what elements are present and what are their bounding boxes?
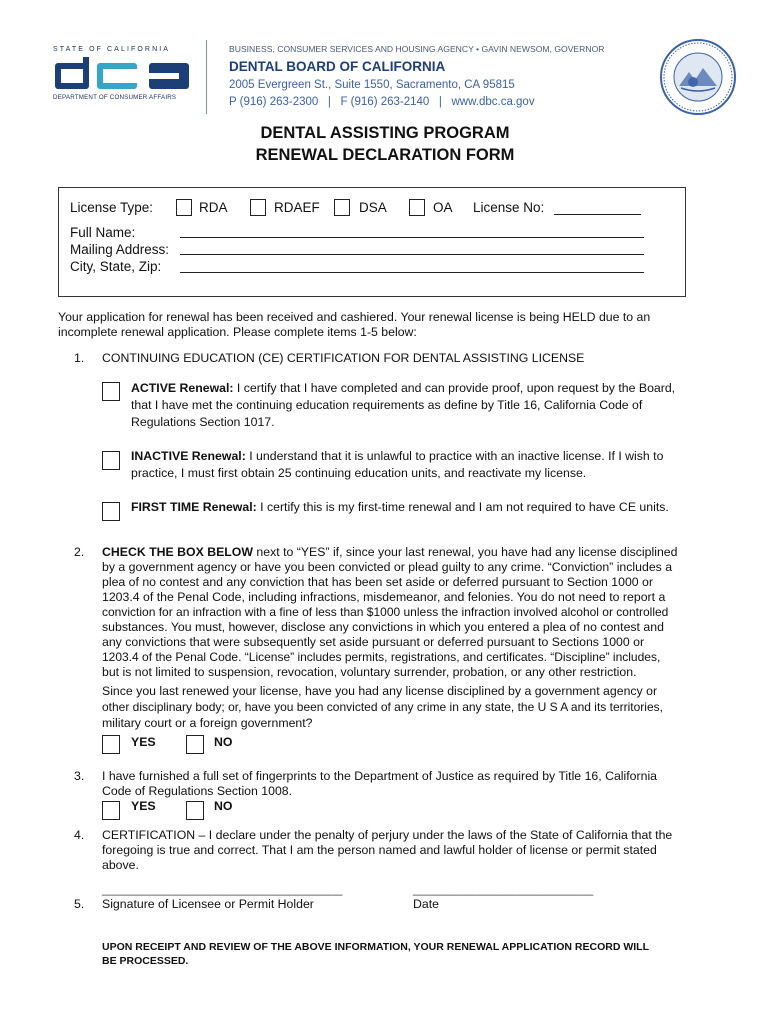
inactive-renewal-line-2: practice, I must first obtain 25 continuing education units, and reactivate my license.	[131, 466, 587, 480]
first-time-renewal-line	[131, 500, 669, 515]
footer-notice-line-2: BE PROCESSED.	[102, 955, 189, 967]
city-state-zip-label: City, State, Zip:	[70, 259, 162, 274]
item-4-number: 4.	[74, 828, 85, 842]
footer-notice-line-1: UPON RECEIPT AND REVIEW OF THE ABOVE INFORMATION, YOUR RENEWAL APPLICATION RECORD WILL	[102, 941, 649, 953]
item-5-number: 5.	[74, 897, 85, 911]
date-line[interactable]: ___________________________	[413, 882, 594, 896]
item-3-yes-label: YES	[131, 799, 156, 813]
logo-text: dca	[53, 57, 55, 58]
item-2-line-9: but is not limited to suspension, revocation, voluntary surrender, probation, or any other restriction.	[102, 665, 637, 679]
first-time-renewal-label: FIRST TIME Renewal:	[131, 500, 257, 514]
agency-line: BUSINESS, CONSUMER SERVICES AND HOUSING AGENCY • GAVIN NEWSOM, GOVERNOR	[229, 44, 605, 54]
active-renewal-label: ACTIVE Renewal:	[131, 381, 234, 395]
full-name-field[interactable]	[182, 221, 642, 237]
inactive-renewal-label: INACTIVE Renewal:	[131, 449, 246, 463]
first-time-renewal-text: I certify this is my first-time renewal and I am not required to have CE units.	[260, 500, 669, 514]
board-name: DENTAL BOARD OF CALIFORNIA	[229, 59, 446, 74]
item-2-question-2: other disciplinary body; or, have you been convicted of any crime in any state, the U S A and its territories,	[102, 700, 663, 714]
active-renewal-checkbox[interactable]	[102, 382, 120, 401]
license-type-oa-checkbox[interactable]	[409, 199, 425, 216]
item-4-line-1: CERTIFICATION – I declare under the penalty of perjury under the laws of the State of California that the	[102, 828, 673, 842]
intro-line-2: incomplete renewal application. Please complete items 1-5 below:	[58, 325, 417, 339]
item-1-heading: CONTINUING EDUCATION (CE) CERTIFICATION FOR DENTAL ASSISTING LICENSE	[102, 351, 585, 365]
date-label: Date	[413, 897, 439, 911]
item-2-line-8: 1203.4 of the Penal Code. “License” includes permits, registrations, and certificates. “Discipline” includes,	[102, 650, 661, 664]
dca-logo	[53, 57, 191, 91]
mailing-address-label: Mailing Address:	[70, 242, 170, 257]
license-no-label: License No:	[473, 200, 545, 215]
license-type-label: License Type:	[70, 200, 154, 215]
department-text: DEPARTMENT OF CONSUMER AFFAIRS	[53, 94, 177, 101]
item-2-line-6: substances. You must, however, disclose any convictions in which you entered a plea of no contest and	[102, 620, 664, 634]
item-2-number: 2.	[74, 545, 85, 559]
item-1-number: 1.	[74, 351, 85, 365]
item-3-line-1: I have furnished a full set of fingerprints to the Department of Justice as required by Title 16, California	[102, 769, 658, 783]
item-2-line-2: by a government agency or have you been convicted or plead guilty to any crime. “Conviction” includes a	[102, 560, 673, 574]
item-2-yes-checkbox[interactable]	[102, 735, 120, 754]
item-2-question-3: military court or a foreign government?	[102, 716, 313, 730]
item-4-line-2: foregoing is true and correct. That I am the person named and lawful holder of license or permit stated	[102, 843, 657, 857]
board-address: 2005 Evergreen St., Suite 1550, Sacramento, CA 95815	[229, 79, 515, 91]
item-2-question-1: Since you last renewed your license, have you had any license disciplined by a government agency or	[102, 684, 658, 698]
item-2-text-1: next to “YES” if, since your last renewal, you have had any license disciplined	[256, 545, 678, 559]
item-2-yes-label: YES	[131, 735, 156, 749]
item-4-line-3: above.	[102, 858, 139, 872]
signature-line[interactable]: ____________________________________	[102, 882, 343, 896]
active-renewal-line-3: Regulations Section 1017.	[131, 415, 275, 429]
item-2-line-7: any convictions that were subsequently set aside pursuant or deferred pursuant to Sections 1000 or	[102, 635, 645, 649]
board-contact: P (916) 263-2300 | F (916) 263-2140 | www.dbc.ca.gov	[229, 96, 535, 108]
license-no-field[interactable]	[556, 198, 640, 214]
item-3-no-checkbox[interactable]	[186, 801, 204, 820]
form-title-line2: RENEWAL DECLARATION FORM	[255, 146, 515, 164]
item-2-bold-lead: CHECK THE BOX BELOW	[102, 545, 253, 559]
active-renewal-line-1	[131, 381, 687, 396]
intro-line-1: Your application for renewal has been received and cashiered. Your renewal license is being HELD due to an	[58, 310, 651, 324]
item-2-no-label: NO	[214, 735, 233, 749]
license-type-rda-label: RDA	[199, 200, 228, 215]
state-seal-icon	[659, 38, 737, 116]
license-type-dsa-label: DSA	[359, 200, 387, 215]
item-2-no-checkbox[interactable]	[186, 735, 204, 754]
license-type-rdaef-label: RDAEF	[274, 200, 320, 215]
license-type-rdaef-checkbox[interactable]	[250, 199, 266, 216]
mailing-address-field[interactable]	[182, 238, 642, 254]
inactive-renewal-checkbox[interactable]	[102, 451, 120, 470]
item-2-line-4: 1203.4 of the Penal Code, including infractions, misdemeanor, and felonies. You do not need to report a	[102, 590, 666, 604]
item-2-line-1	[102, 545, 677, 560]
signature-label: Signature of Licensee or Permit Holder	[102, 897, 314, 911]
city-state-zip-underline	[180, 272, 644, 273]
item-3-number: 3.	[74, 769, 85, 783]
license-type-oa-label: OA	[433, 200, 453, 215]
state-of-california-text: STATE OF CALIFORNIA	[53, 46, 171, 53]
item-2-line-3: plea of no contest and any conviction that has been set aside or deferred pursuant to Section 1000 or	[102, 575, 653, 589]
first-time-renewal-checkbox[interactable]	[102, 502, 120, 521]
license-type-dsa-checkbox[interactable]	[334, 199, 350, 216]
full-name-label: Full Name:	[70, 225, 136, 240]
license-no-underline	[554, 214, 641, 215]
form-title-line1: DENTAL ASSISTING PROGRAM	[260, 124, 510, 142]
city-state-zip-field[interactable]	[182, 256, 642, 272]
item-2-line-5: conviction for an infraction with a fine of less than $1000 unless the infraction involved alcohol or controlled	[102, 605, 669, 619]
item-3-yes-checkbox[interactable]	[102, 801, 120, 820]
active-renewal-text-1: I certify that I have completed and can provide proof, upon request by the Board,	[236, 381, 676, 395]
inactive-renewal-text-1: I understand that it is unlawful to practice with an inactive license. If I wish to	[249, 449, 664, 463]
header-divider	[206, 40, 207, 114]
item-3-no-label: NO	[214, 799, 233, 813]
active-renewal-line-2: that I have met the continuing education requirements as define by Title 16, California Code of	[131, 398, 643, 412]
inactive-renewal-line-1	[131, 449, 663, 464]
item-3-line-2: Code of Regulations Section 1008.	[102, 784, 293, 798]
mailing-address-underline	[180, 254, 644, 255]
license-type-rda-checkbox[interactable]	[176, 199, 192, 216]
